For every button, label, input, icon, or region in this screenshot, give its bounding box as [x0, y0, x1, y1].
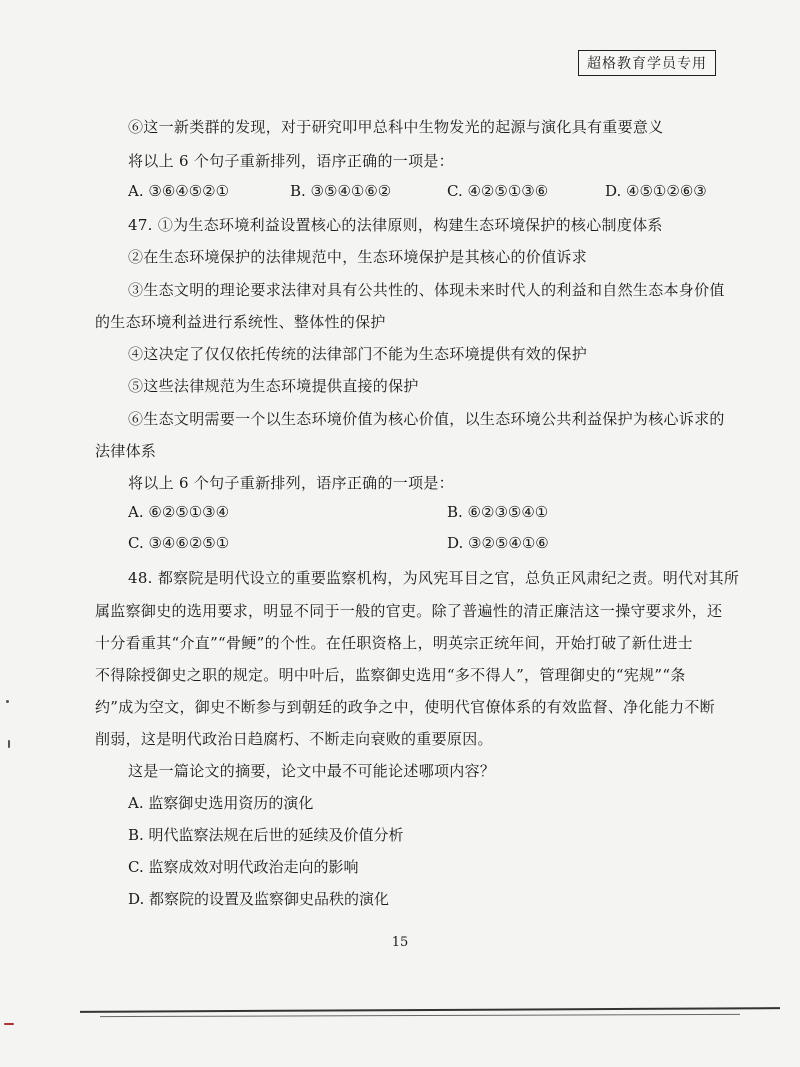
- q48-paragraph-line-6: 削弱，这是明代政治日趋腐朽、不断走向衰败的重要原因。: [95, 730, 493, 748]
- q48-option-b: B. 明代监察法规在后世的延续及价值分析: [128, 826, 404, 844]
- scan-mark: [4, 1023, 14, 1025]
- footer-rule-thin: [100, 1014, 740, 1017]
- q47-option-c: C. ③④⑥②⑤①: [128, 534, 230, 552]
- q48-paragraph-line-3: 十分看重其“介直”“骨鲠”的个性。在任职资格上，明英宗正统年间，开始打破了新仕进士: [95, 634, 693, 652]
- q48-option-a: A. 监察御史选用资历的演化: [128, 794, 314, 812]
- q47-sentence-6b: 法律体系: [95, 442, 157, 460]
- q47-option-b: B. ⑥②③⑤④①: [447, 503, 549, 521]
- q47-sentence-3a: ③生态文明的理论要求法律对具有公共性的、体现未来时代人的利益和自然生态本身价值: [128, 281, 725, 299]
- q47-option-a: A. ⑥②⑤①③④: [128, 503, 230, 521]
- q46-option-d: D. ④⑤①②⑥③: [605, 182, 707, 200]
- q48-option-d: D. 都察院的设置及监察御史品秩的演化: [128, 890, 390, 908]
- q48-paragraph-line-5: 约”成为空文，御史不断参与到朝廷的政争之中，使明代官僚体系的有效监督、净化能力不断: [95, 698, 715, 716]
- page-number: 15: [391, 935, 409, 950]
- q47-sentence-5: ⑤这些法律规范为生态环境提供直接的保护: [128, 377, 419, 395]
- q47-sentence-1: 47. ①为生态环境利益设置核心的法律原则，构建生态环境保护的核心制度体系: [128, 216, 663, 234]
- scan-speck: [8, 740, 10, 748]
- q47-sentence-6a: ⑥生态文明需要一个以生态环境价值为核心价值，以生态环境公共利益保护为核心诉求的: [128, 410, 725, 428]
- header-stamp: 超格教育学员专用: [578, 50, 716, 76]
- q48-paragraph-line-2: 属监察御史的选用要求，明显不同于一般的官吏。除了普遍性的清正廉洁这一操守要求外，还: [95, 602, 723, 620]
- q47-option-d: D. ③②⑤④①⑥: [447, 534, 549, 552]
- q46-option-a: A. ③⑥④⑤②①: [128, 182, 230, 200]
- q47-sentence-3b: 的生态环境利益进行系统性、整体性的保护: [95, 313, 386, 331]
- footer-rule: [80, 1007, 780, 1013]
- q48-paragraph-line-4: 不得除授御史之职的规定。明中叶后，监察御史选用“多不得人”，管理御史的“宪规”“条: [95, 666, 686, 684]
- q47-sentence-4: ④这决定了仅仅依托传统的法律部门不能为生态环境提供有效的保护: [128, 345, 588, 363]
- q46-sentence-6: ⑥这一新类群的发现，对于研究叩甲总科中生物发光的起源与演化具有重要意义: [128, 118, 664, 136]
- q48-prompt: 这是一篇论文的摘要，论文中最不可能论述哪项内容？: [128, 762, 496, 780]
- scan-speck: [6, 700, 9, 703]
- q48-paragraph-line-1: 48. 都察院是明代设立的重要监察机构，为风宪耳目之官，总负正风肃纪之责。明代对其所: [128, 569, 740, 587]
- q47-prompt: 将以上 6 个句子重新排列，语序正确的一项是：: [128, 474, 454, 492]
- q47-sentence-2: ②在生态环境保护的法律规范中，生态环境保护是其核心的价值诉求: [128, 248, 588, 266]
- q46-option-b: B. ③⑤④①⑥②: [290, 182, 392, 200]
- q46-option-c: C. ④②⑤①③⑥: [447, 182, 549, 200]
- q46-prompt: 将以上 6 个句子重新排列，语序正确的一项是：: [128, 152, 454, 170]
- q48-option-c: C. 监察成效对明代政治走向的影响: [128, 858, 359, 876]
